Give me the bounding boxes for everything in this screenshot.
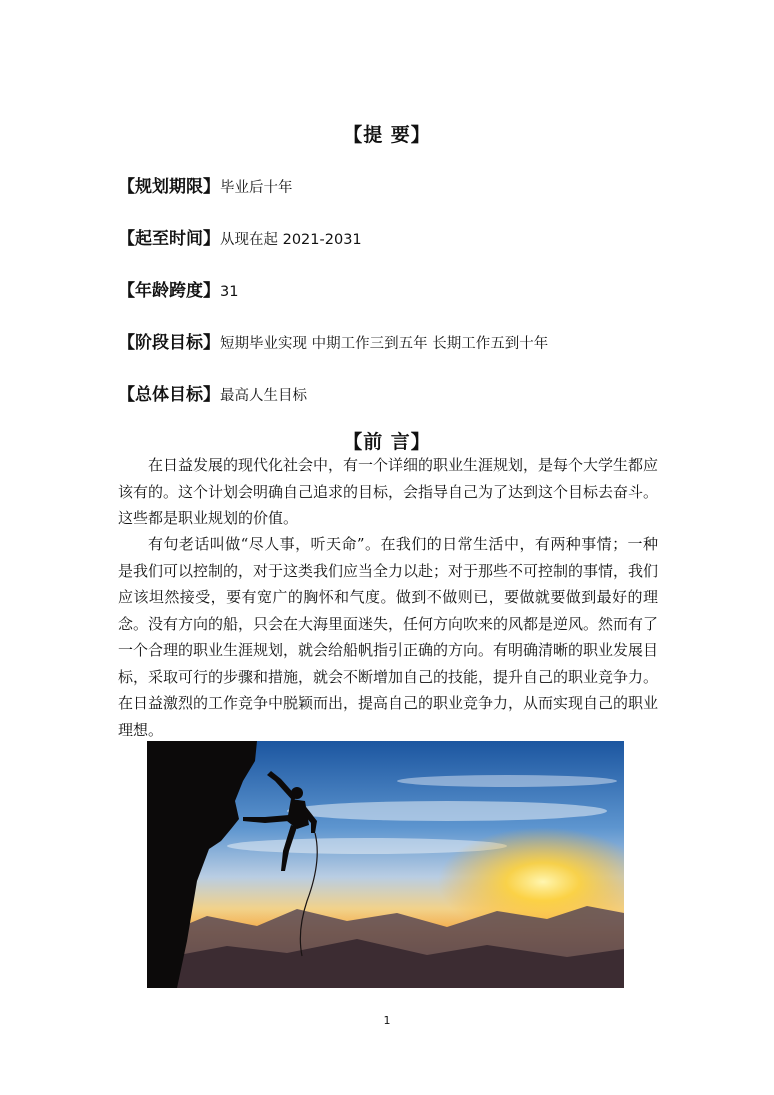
preface-paragraph: 在日益发展的现代化社会中，有一个详细的职业生涯规划，是每个大学生都应该有的。这个计划会明确自己追求的目标，会指导自己为了达到这个目标去奋斗。这些都是职业规划的价值。 <box>118 456 659 527</box>
field-time-range <box>118 224 362 249</box>
summary-heading: 【提 要】 <box>343 124 431 146</box>
field-age-span <box>118 276 238 301</box>
field-planning-period <box>118 172 293 197</box>
page-number: 1 <box>383 1014 391 1027</box>
field-overall-goal <box>118 380 307 405</box>
field-value: 最高人生目标 <box>220 388 307 404</box>
preface-heading: 【前 言】 <box>343 431 431 453</box>
field-label: 【起至时间】 <box>118 229 220 249</box>
field-value: 31 <box>220 284 239 300</box>
climber-sunset-image <box>147 741 624 988</box>
field-value: 从现在起 2021-2031 <box>220 232 362 248</box>
field-label: 【阶段目标】 <box>118 333 220 353</box>
field-label: 【年龄跨度】 <box>118 281 220 301</box>
field-value: 短期毕业实现 中期工作三到五年 长期工作五到十年 <box>220 336 549 352</box>
field-label: 【总体目标】 <box>118 385 220 405</box>
field-stage-goals <box>118 328 548 353</box>
preface-paragraph: 有句老话叫做“尽人事，听天命”。在我们的日常生活中，有两种事情；一种是我们可以控制的，对于这类我们应当全力以赴；对于那些不可控制的事情，我们应该坦然接受，要有宽广的胸怀和气度。做到不做则已，要做就要做到最好的理念。没有方向的船，只会在大海里面迷失，任何方向吹来的风都是逆风。然而有了一个合理的职业生涯规划，就会给船帆指引正确的方向。有明确清晰的职业发展目标，采取可行的步骤和措施，就会不断增加自己的技能，提升自己的职业竞争力。在日益激烈的工作竞争中脱颖而出，提高自己的职业竞争力，从而实现自己的职业理想。 <box>118 535 659 739</box>
field-value: 毕业后十年 <box>220 180 293 196</box>
field-label: 【规划期限】 <box>118 177 220 197</box>
